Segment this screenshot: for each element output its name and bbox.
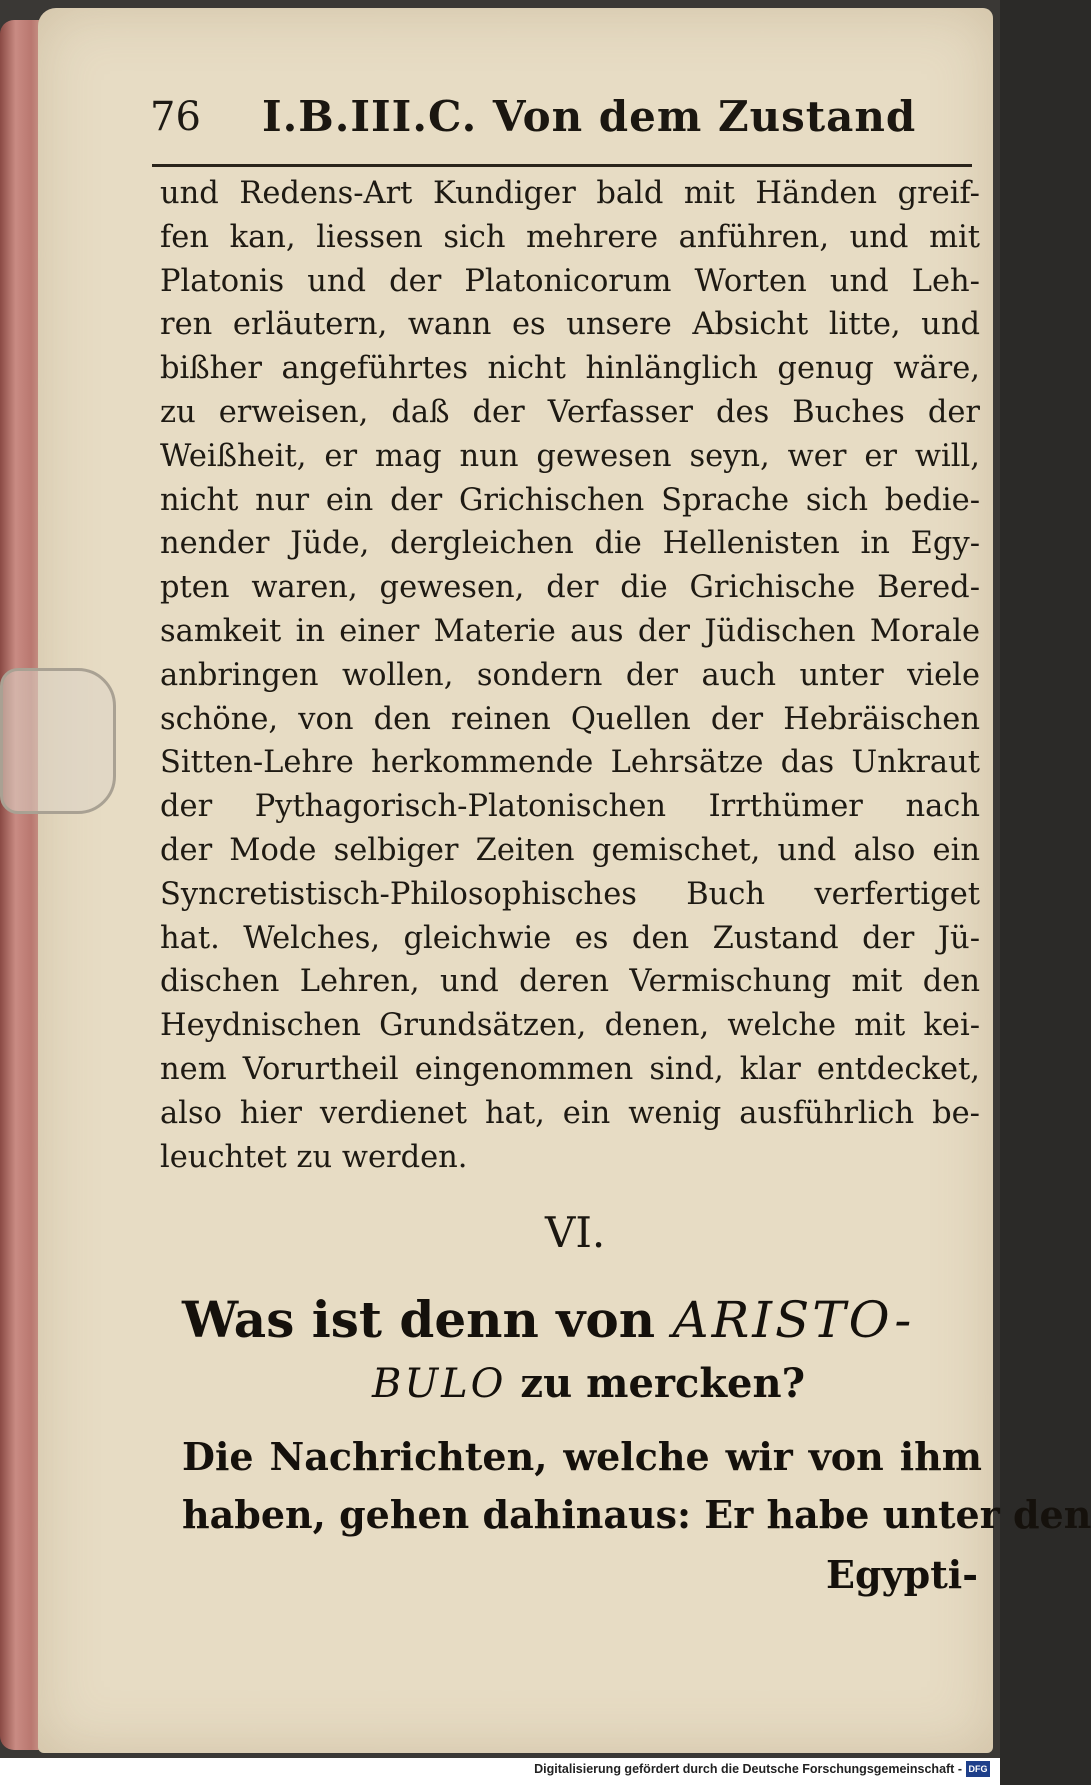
- text-line: zu erweisen, daß der Verfasser des Buches der: [160, 394, 980, 430]
- dfg-logo: DFG: [966, 1761, 990, 1777]
- digitization-footer: [0, 1758, 1000, 1785]
- text-line: nem Vorurtheil eingenommen sind, klar entdecket,: [160, 1051, 980, 1087]
- section-title: [182, 1290, 914, 1349]
- text-line: Heydnischen Grundsätzen, denen, welche mit kei-: [160, 1008, 980, 1044]
- text-line: schöne, von den reinen Quellen der Hebräischen: [160, 701, 980, 737]
- page-number: 76: [150, 94, 201, 140]
- section-number: VI.: [545, 1208, 606, 1257]
- section-title-continued: [372, 1360, 805, 1407]
- catchword: Egypti-: [826, 1552, 978, 1597]
- book-clasp: [0, 668, 116, 814]
- funding-credit: Digitalisierung gefördert durch die Deutsche Forschungsgemeinschaft -: [534, 1762, 962, 1776]
- text-line: nicht nur ein der Grichischen Sprache sich bedie-: [160, 482, 980, 518]
- text-line: Platonis und der Platonicorum Worten und Leh-: [160, 263, 980, 299]
- text-line: ren erläutern, wann es unsere Absicht litte, und: [160, 307, 980, 343]
- body-paragraph: [160, 172, 980, 1179]
- text-line: samkeit in einer Materie aus der Jüdischen Morale: [160, 613, 980, 649]
- second-paragraph: [182, 1428, 1091, 1544]
- section-title-latin: ARISTO-: [672, 1291, 915, 1349]
- text-line: haben, gehen dahinaus: Er habe unter den: [182, 1492, 1091, 1537]
- text-line: nender Jüde, dergleichen die Hellenisten in Egy-: [160, 526, 980, 562]
- text-line: dischen Lehren, und deren Vermischung mit den: [160, 964, 980, 1000]
- text-line: bißher angeführtes nicht hinlänglich genug wäre,: [160, 351, 980, 387]
- text-line: hat. Welches, gleichwie es den Zustand der Jü-: [160, 920, 980, 956]
- text-line: pten waren, gewesen, der die Grichische Bered-: [160, 570, 980, 606]
- text-line: fen kan, liessen sich mehrere anführen, und mit: [160, 219, 980, 255]
- running-head: I.B.III.C. Von dem Zustand: [262, 92, 917, 141]
- header-rule: [152, 164, 972, 167]
- section-title-text: Was ist denn von: [182, 1290, 673, 1349]
- text-line: Die Nachrichten, welche wir von ihm: [182, 1434, 982, 1479]
- text-line: Syncretistisch-Philosophisches Buch verfertiget: [160, 876, 980, 912]
- section-title-latin-continued: BULO: [372, 1361, 507, 1407]
- section-title-text-continued: zu mercken?: [506, 1360, 806, 1407]
- text-line: Weißheit, er mag nun gewesen seyn, wer er will,: [160, 438, 980, 474]
- text-line: der Mode selbiger Zeiten gemischet, und also ein: [160, 832, 980, 868]
- text-line: Sitten-Lehre herkommende Lehrsätze das Unkraut: [160, 745, 980, 781]
- text-line: leuchtet zu werden.: [160, 1139, 468, 1175]
- text-line: der Pythagorisch-Platonischen Irrthümer nach: [160, 789, 980, 825]
- page-header: [150, 92, 970, 152]
- text-line: und Redens-Art Kundiger bald mit Händen greif-: [160, 176, 980, 211]
- text-line: also hier verdienet hat, ein wenig ausführlich be-: [160, 1095, 980, 1131]
- text-line: anbringen wollen, sondern der auch unter viele: [160, 657, 980, 693]
